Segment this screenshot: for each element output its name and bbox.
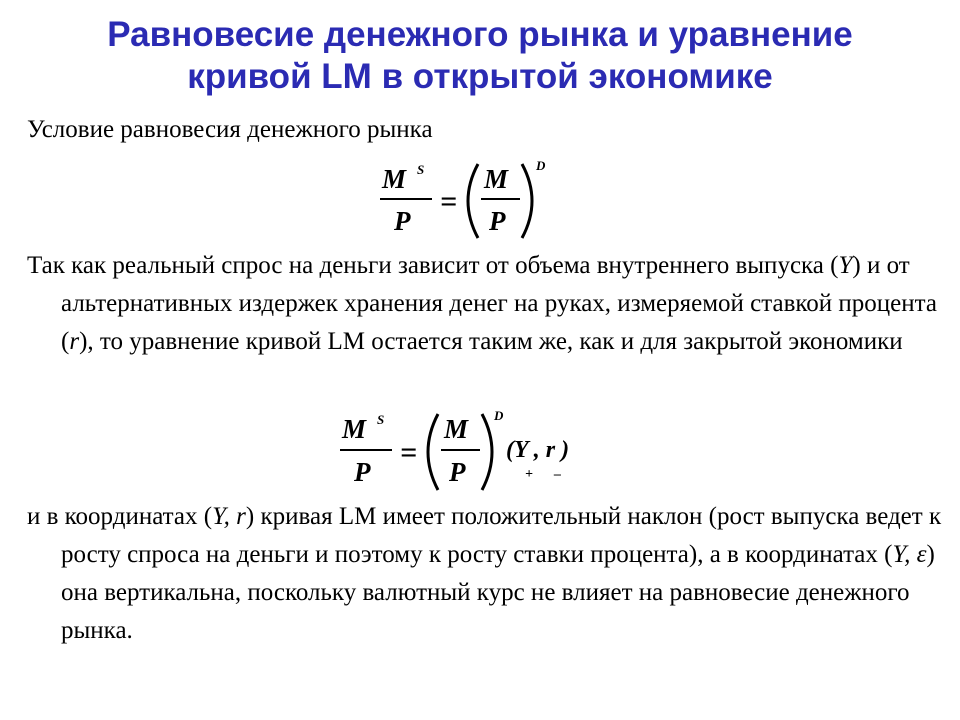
title-line-1: Равновесие денежного рынка и уравнение [107,15,853,54]
slide-title [0,14,960,98]
equilibrium-formula-graphic [370,158,560,248]
paragraph-2-var-y: Y [838,252,853,279]
formula1-equals: = [440,185,458,218]
formula2-right-paren [482,414,492,490]
formula2-sup-left: S [377,412,385,427]
formula1-sup-right: D [536,158,546,173]
formula1-num-right: M [484,164,509,194]
formula1-right-paren [522,164,532,238]
formula1-sup-left: S [417,162,425,177]
paragraph-3-vars-1: Y, r [212,503,246,530]
lm-formula-graphic [330,408,600,498]
paragraph-1 [27,111,942,149]
paragraph-2 [27,247,942,361]
paragraph-3-text-3: ) она вертикальна, поскольку валютный курс не влияет на равновесие денежного рынка. [61,541,935,644]
formula2-den-right: P [449,457,466,487]
formula1-num-left: M [382,164,407,194]
formula1-left-paren [468,164,478,238]
formula2-equals: = [400,436,418,469]
formula2-sup-right: D [494,408,504,423]
lm-formula [330,408,600,503]
formula2-num-right: M [444,414,469,444]
paragraph-2-body [27,247,942,361]
equilibrium-formula [370,158,560,253]
paragraph-3-text-1: и в координатах ( [27,503,213,530]
formula1-den-left: P [394,206,411,236]
title-line-2: кривой LM в открытой экономике [187,57,773,96]
formula2-den-left: P [354,457,371,487]
formula2-left-paren [428,414,438,490]
paragraph-2-var-r: r [69,328,80,355]
formula2-args: (Y , r ) [506,437,570,463]
formula2-sign-r: – [554,467,561,482]
formula1-den-right: P [489,206,506,236]
paragraph-2-text-2: ) и от альтернативных издержек хранения денег на руках, измеряемой ставкой процента ( [61,252,937,355]
paragraph-2-text-1: Так как реальный спрос на деньги зависит от объема внутреннего выпуска ( [27,252,839,279]
paragraph-3-text-2: ) кривая LM имеет положительный наклон (рост выпуска ведет к росту спроса на деньги и поэтому к росту ставки процента), а в координатах ( [61,503,942,568]
paragraph-3-body [27,498,942,650]
paragraph-2-text-3: ), то уравнение кривой LM остается таким же, как и для закрытой экономики [79,328,903,355]
paragraph-3 [27,498,942,650]
formula2-sign-y: + [525,467,533,482]
paragraph-3-vars-2: Y, ε [892,541,927,568]
formula2-num-left: M [342,414,367,444]
paragraph-1-text: Условие равновесия денежного рынка [27,116,433,143]
